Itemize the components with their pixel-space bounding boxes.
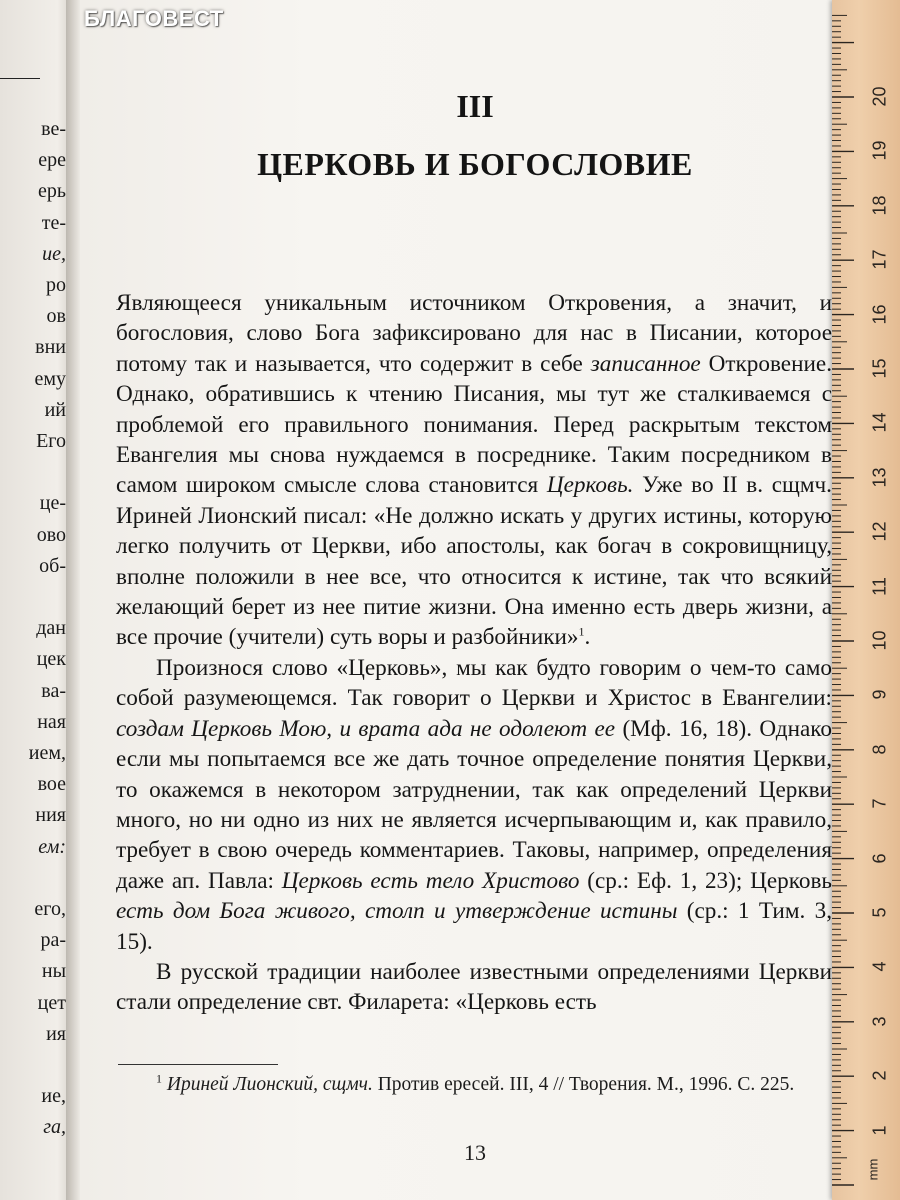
ruler-label: 6 [869, 853, 890, 864]
left-page-fragment: ие, [42, 242, 66, 265]
text-segment: Уже во II в. сщмч. Ириней Лионский писал: «Не должно искать у других истины, которую легко получить от Церкви, ибо апостолы, как богач в сокровищницу, вполне положили в нее все, что относится к истине, так что всякий желающий берет из нее питие жизни. Она именно есть дверь жизни, а все прочие (учители) суть воры и разбойники» [116, 472, 832, 651]
page-number: 13 [464, 1140, 486, 1165]
ruler-label: 19 [869, 140, 890, 161]
left-page-fragment: об- [39, 554, 66, 577]
ruler-label: 9 [869, 689, 890, 700]
left-page-fragment: ны [41, 960, 66, 983]
italic-text: создам Церковь Мою, и врата ада не одолеют ее [116, 715, 616, 742]
left-page-fragment: цек [36, 648, 66, 671]
left-page-fragment: ве- [41, 118, 66, 140]
ruler-label: 11 [869, 576, 890, 596]
body-text [116, 288, 832, 1018]
left-page-fragment: цет [37, 991, 66, 1014]
ruler-label: 20 [869, 86, 890, 107]
left-page-fragment: га, [43, 1116, 66, 1139]
text-segment: (ср.: Еф. 1, 23); Церковь [579, 867, 832, 894]
left-page-fragment: ием, [28, 742, 66, 764]
ruler-label: 5 [869, 907, 890, 918]
left-page-fragment: ва- [41, 679, 66, 702]
left-page-fragment: его, [34, 898, 66, 920]
ruler-label: 3 [869, 1016, 890, 1027]
left-page-fragment: дан [36, 617, 66, 640]
footnote-author: Ириней Лионский, сщмч. [166, 1074, 373, 1095]
left-page-rule [0, 78, 40, 79]
chapter-number: III [456, 88, 494, 124]
left-page-fragment: ная [37, 710, 66, 733]
ruler-label: 2 [869, 1070, 890, 1081]
book-page [80, 0, 840, 1200]
footnote-text: Против ересей. III, 4 // Творения. М., 1996. С. 225. [372, 1074, 795, 1095]
ruler-label: 8 [869, 744, 890, 755]
footnote-ref: 1 [578, 624, 585, 639]
text-segment: (ср.: 1 Тим. 3, 15). [116, 898, 832, 955]
left-page-fragment: ерь [38, 180, 66, 203]
left-page-fragment: ему [34, 367, 66, 390]
left-page-fragment: вни [35, 336, 66, 359]
ruler-unit: mm [865, 1158, 881, 1181]
text-segment: Являющееся уникальным источником Откровения, а значит, и богословия, слово Бога зафиксировано для нас в Писании, которое потому так и называется, что содержит в себе [116, 290, 832, 377]
ruler-label: 1 [869, 1125, 890, 1136]
left-page-strip [0, 0, 72, 1200]
watermark-logo: БЛАГОВЕСТ [84, 6, 224, 31]
text-segment: Откровение. Однако, обратившись к чтению Писания, мы тут же сталкиваемся с проблемой его правильного понимания. Перед раскрытым текстом Евангелия мы снова нуждаемся в посреднике. Таким посредником в самом широком смысле слова становится [116, 350, 833, 499]
ruler-label: 16 [869, 304, 890, 325]
left-page-fragment: ере [38, 149, 66, 172]
chapter-title: ЦЕРКОВЬ И БОГОСЛОВИЕ [257, 146, 693, 182]
footnote-rule [118, 1064, 278, 1065]
ruler-label: 18 [869, 195, 890, 216]
ruler-label: 17 [869, 249, 890, 270]
italic-text: Церковь есть тело Христово [281, 867, 580, 894]
measuring-ruler [832, 0, 900, 1200]
left-page-fragment: ия [46, 1022, 66, 1045]
paragraph [116, 957, 832, 1018]
paragraph [116, 288, 832, 653]
left-page-fragment: ро [46, 274, 66, 296]
text-segment: В русской традиции наиболее известными определениями Церкви стали определение свт. Филарета: «Церковь есть [116, 958, 832, 1016]
left-page-fragment: Его [36, 430, 66, 452]
left-page-fragment: це- [39, 492, 66, 515]
ruler-label: 4 [869, 961, 890, 972]
ruler-label: 10 [869, 630, 890, 651]
left-page-fragment: ов [46, 305, 66, 328]
ruler-label: 7 [869, 798, 890, 809]
ruler-label: 15 [869, 358, 890, 379]
ruler-label: 13 [869, 467, 890, 488]
text-segment: Произнося слово «Церковь», мы как будто говорим о чем-то само собой разумеющемся. Так говорит о Церкви и Христос в Евангелии: [116, 654, 832, 712]
left-page-fragment: вое [37, 773, 66, 796]
left-page-fragment: ния [35, 804, 66, 827]
left-page-fragment: ово [36, 523, 66, 546]
left-page-fragment: те- [41, 211, 66, 234]
italic-text: записанное [590, 350, 701, 377]
footnote [118, 1072, 834, 1098]
ruler-label: 14 [869, 412, 890, 433]
paragraph [116, 653, 832, 957]
footnote-marker: 1 [156, 1071, 162, 1086]
italic-text: есть дом Бога живого, столп и утверждение истины [116, 898, 678, 925]
text-segment: (Мф. 16, 18). Однако если мы попытаемся все же дать точное определение понятия Церкви, то окажемся в некотором затруднении, так как определений Церкви много, но ни одно из них не является исчерпывающим и, как правило, требует в свою очередь комментариев. Таковы, например, определения даже ап. Павла: [116, 715, 832, 894]
text-segment: . [584, 624, 591, 651]
italic-text: Церковь. [546, 472, 634, 499]
left-page-fragment: ие, [41, 1085, 66, 1108]
left-page-fragment: ра- [40, 929, 66, 952]
left-page-fragment: ем: [38, 835, 66, 858]
ruler-label: 12 [869, 521, 890, 542]
left-page-fragment: ий [44, 398, 66, 421]
